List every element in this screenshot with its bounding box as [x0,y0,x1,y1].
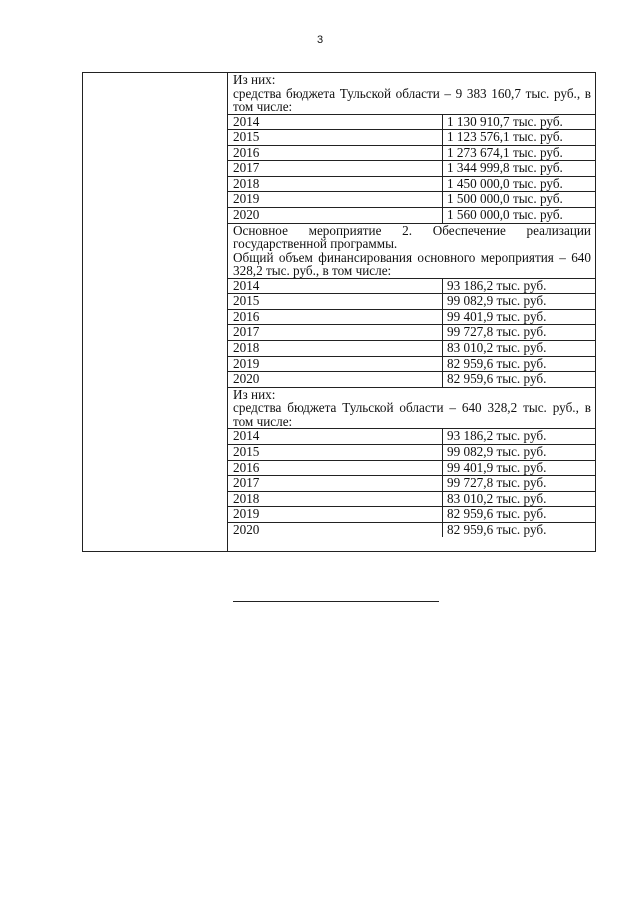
page-number: 3 [316,34,324,46]
value-cell: 82 959,6 тыс. руб. [442,357,546,372]
table-row [228,145,595,161]
year-cell: 2019 [233,355,260,371]
value-cell: 1 450 000,0 тыс. руб. [442,177,563,192]
year-cell: 2018 [233,340,260,356]
section1-text [228,73,595,114]
value-cell: 83 010,2 тыс. руб. [442,492,546,507]
section3-description: средства бюджета Тульской области – 640 328,2 тыс. руб., в том числе: [233,400,591,429]
table-row [228,506,595,522]
section2-description: Общий объем финансирования основного мероприятия – 640 328,2 тыс. руб., в том числе: [233,249,591,279]
year-cell: 2014 [233,428,260,444]
value-cell: 82 959,6 тыс. руб. [442,523,546,538]
year-cell: 2016 [233,308,260,324]
table-row [228,160,595,176]
table-row [228,293,595,309]
value-cell: 99 401,9 тыс. руб. [442,461,546,476]
table-right-column [228,73,595,551]
table-row [228,176,595,192]
table-row [228,340,595,356]
section3-text [228,387,595,429]
table-row [228,460,595,476]
value-cell: 1 130 910,7 тыс. руб. [442,115,563,130]
year-cell: 2018 [233,490,260,506]
value-cell: 99 082,9 тыс. руб. [442,294,546,309]
table-row [228,309,595,325]
value-cell: 82 959,6 тыс. руб. [442,372,546,387]
value-cell: 1 560 000,0 тыс. руб. [442,208,563,223]
year-cell: 2020 [233,371,260,387]
table-row [228,428,595,444]
year-cell: 2017 [233,475,260,491]
table-row [228,129,595,145]
table-row [228,491,595,507]
year-cell: 2015 [233,129,260,145]
value-cell: 1 344 999,8 тыс. руб. [442,161,563,176]
section1-description: средства бюджета Тульской области – 9 383 160,7 тыс. руб., в том числе: [233,85,591,114]
table-row [228,207,595,223]
funding-table [82,72,596,552]
year-cell: 2014 [233,113,260,129]
value-cell: 1 500 000,0 тыс. руб. [442,192,563,207]
table-row [228,444,595,460]
year-cell: 2017 [233,160,260,176]
table-row [228,356,595,372]
table-row [228,475,595,491]
year-cell: 2014 [233,277,260,293]
footer-divider [233,601,439,602]
year-cell: 2018 [233,175,260,191]
section2-heading: Основное мероприятие 2. Обеспечение реализации государственной программы. [233,222,591,252]
section2-rows [228,278,595,387]
value-cell: 83 010,2 тыс. руб. [442,341,546,356]
table-row [228,324,595,340]
section3-rows [228,428,595,537]
table-left-column [83,73,228,551]
value-cell: 93 186,2 тыс. руб. [442,279,546,294]
year-cell: 2019 [233,191,260,207]
table-row [228,191,595,207]
year-cell: 2019 [233,506,260,522]
table-row [228,371,595,387]
value-cell: 1 273 674,1 тыс. руб. [442,146,563,161]
section2-text [228,223,595,278]
section1-rows [228,114,595,223]
section1-heading: Из них: [233,72,276,87]
value-cell: 99 727,8 тыс. руб. [442,476,546,491]
value-cell: 99 082,9 тыс. руб. [442,445,546,460]
year-cell: 2020 [233,521,260,537]
value-cell: 82 959,6 тыс. руб. [442,507,546,522]
year-cell: 2016 [233,459,260,475]
year-cell: 2016 [233,144,260,160]
table-row [228,278,595,294]
value-cell: 99 727,8 тыс. руб. [442,325,546,340]
year-cell: 2015 [233,293,260,309]
section3-heading: Из них: [233,386,276,402]
table-row [228,114,595,130]
year-cell: 2020 [233,207,260,223]
year-cell: 2015 [233,443,260,459]
table-row [228,522,595,538]
value-cell: 93 186,2 тыс. руб. [442,429,546,444]
value-cell: 99 401,9 тыс. руб. [442,310,546,325]
value-cell: 1 123 576,1 тыс. руб. [442,130,563,145]
year-cell: 2017 [233,324,260,340]
